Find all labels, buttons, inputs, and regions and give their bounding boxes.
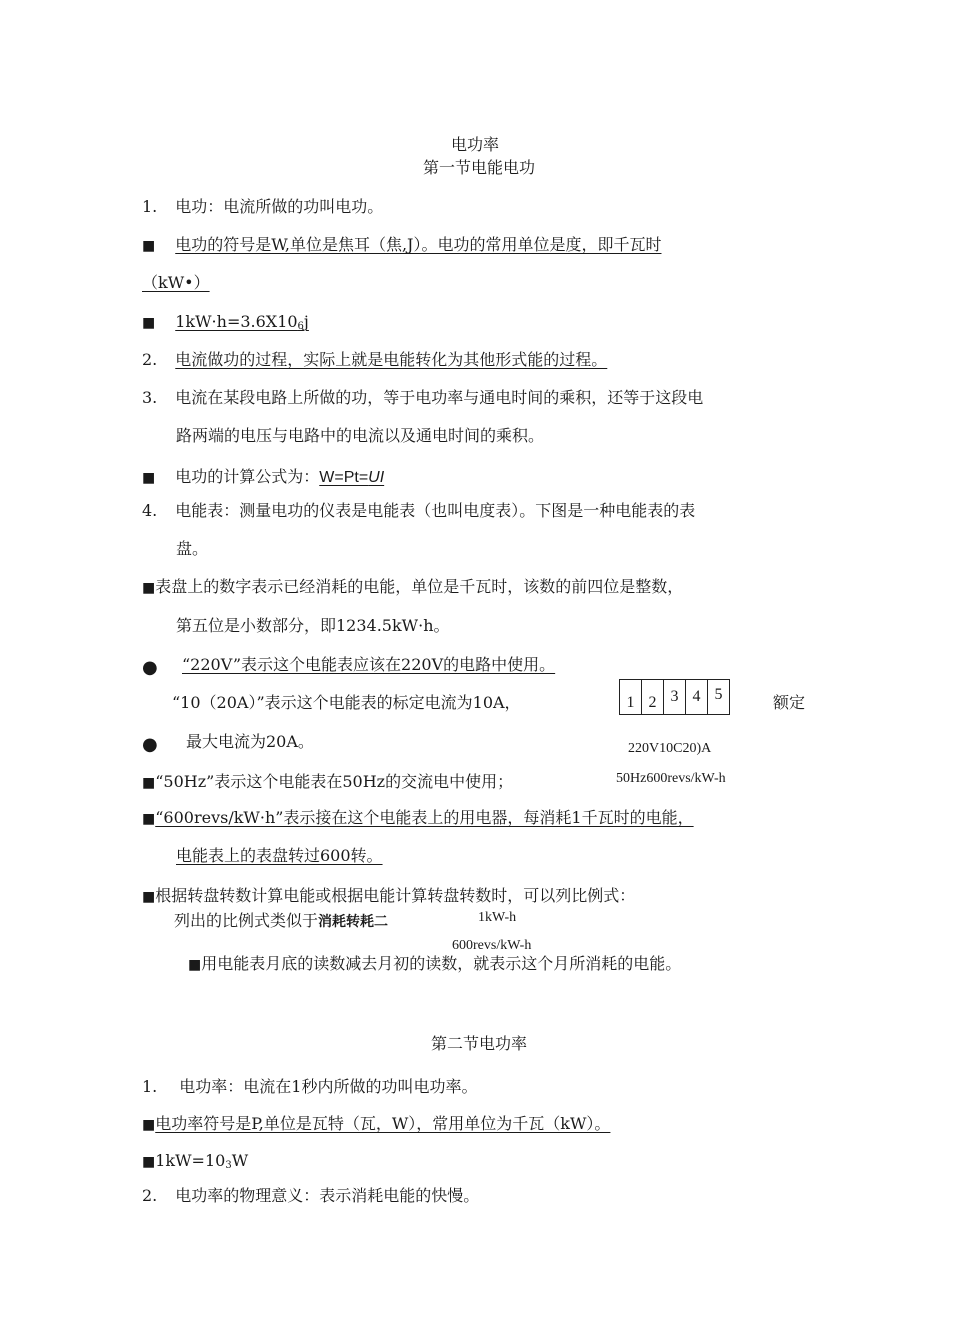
s1-bullet2 bbox=[142, 311, 309, 338]
bullet-square-icon: ■ bbox=[142, 1154, 156, 1170]
bullet-square-icon: ■ bbox=[142, 580, 156, 596]
ratio-denominator: 600revs/kW-h bbox=[452, 938, 532, 953]
meter-digit: 5 bbox=[714, 686, 723, 703]
meter-label-frequency-clip bbox=[616, 768, 726, 786]
s1-bullet6-text-a: “600revs/kW·h”表示接在这个电能表上的用电器，每消耗1千瓦时的电能， bbox=[155, 808, 694, 827]
formula-exponent: 6 bbox=[297, 321, 304, 332]
ratio-numerator: 1kW-h bbox=[478, 910, 517, 925]
s1-bullet7 bbox=[142, 885, 635, 908]
s1-item4 bbox=[142, 500, 695, 522]
bullet-square-icon: ■ bbox=[142, 889, 156, 905]
s1-bullet4-text-b: 第五位是小数部分，即1234.5kW·h。 bbox=[176, 616, 450, 635]
s2-bullet1-text: 电功率符号是P,单位是瓦特（瓦，W），常用单位为千瓦（kW）。 bbox=[155, 1114, 611, 1133]
s2-item1 bbox=[142, 1076, 477, 1098]
meter-label-frequency: 50Hz600revs/kW-h bbox=[616, 771, 726, 786]
bullet-square-icon: ■ bbox=[142, 1117, 156, 1133]
s1-item3 bbox=[142, 387, 703, 409]
section2-heading: 第二节电功率 bbox=[430, 1034, 527, 1053]
s2-item2-number: 2. bbox=[142, 1186, 158, 1205]
formula-unit: j bbox=[303, 312, 309, 331]
work-formula bbox=[319, 469, 384, 486]
s1-item4-text-a: 电能表：测量电功的仪表是电能表（也叫电度表）。下图是一种电能表的表 bbox=[175, 501, 696, 520]
page-title: 电功率 bbox=[450, 135, 499, 154]
work-formula-main: W=Pt= bbox=[319, 469, 369, 486]
meter-label-voltage: 220V10C20)A bbox=[628, 741, 712, 756]
s2-item1-number: 1. bbox=[142, 1077, 158, 1096]
meter-digit: 1 bbox=[620, 680, 642, 714]
bullet-dot-icon: ● bbox=[142, 657, 158, 678]
s2-item2-text: 电功率的物理意义：表示消耗电能的快慢。 bbox=[175, 1186, 480, 1205]
s1-bullet4 bbox=[142, 576, 683, 599]
ratio-lhs: 消耗转耗二 bbox=[318, 913, 389, 929]
s1-dot1-text: “220V”表示这个电能表应该在220V的电路中使用。 bbox=[182, 655, 556, 674]
s1-bullet2-formula bbox=[175, 312, 309, 331]
s1-item2 bbox=[142, 349, 607, 371]
s1-dot2-text: 最大电流为20A。 bbox=[186, 732, 314, 751]
bullet-square-icon: ■ bbox=[142, 775, 156, 791]
s2-bullet1 bbox=[142, 1113, 610, 1136]
s1-item2-number: 2. bbox=[142, 350, 158, 369]
s1-item3-text-a: 电流在某段电路上所做的功，等于电功率与通电时间的乘积，还等于这段电 bbox=[175, 388, 704, 407]
formula-base: 1kW·h=3.6X10 bbox=[175, 312, 298, 331]
s1-bullet6-text-b: 电能表上的表盘转过600转。 bbox=[176, 846, 383, 865]
s2-item2 bbox=[142, 1185, 479, 1207]
s1-bullet8 bbox=[188, 953, 681, 976]
s1-bullet3-text: 电功的计算公式为： bbox=[175, 467, 320, 486]
s1-bullet1 bbox=[142, 234, 661, 257]
section1-heading: 第一节电能电功 bbox=[422, 158, 535, 177]
s1-bullet5-text: “50Hz”表示这个电能表在50Hz的交流电中使用； bbox=[155, 772, 514, 791]
s1-item1 bbox=[142, 196, 383, 218]
s2-bullet2-exponent: 3 bbox=[225, 1160, 232, 1171]
meter-digit: 3 bbox=[664, 680, 686, 714]
s1-bullet1-text: 电功的符号是W,单位是焦耳（焦,J）。电功的常用单位是度，即千瓦时 bbox=[175, 235, 662, 254]
meter-digit: 2 bbox=[642, 680, 664, 714]
meter-digit: 4 bbox=[686, 680, 708, 714]
s1-bullet3 bbox=[142, 466, 384, 489]
s2-bullet2-unit: W bbox=[231, 1151, 249, 1170]
bullet-square-icon: ■ bbox=[142, 315, 156, 331]
meter-display bbox=[619, 679, 730, 715]
s1-bullet1-cont: （kW•） bbox=[142, 273, 210, 292]
s1-item4-text-b: 盘。 bbox=[176, 539, 209, 558]
s1-item4-number: 4. bbox=[142, 501, 158, 520]
bullet-square-icon: ■ bbox=[142, 470, 156, 486]
s1-item3-number: 3. bbox=[142, 388, 158, 407]
work-formula-ui: UI bbox=[368, 469, 385, 486]
s1-bullet8-text: 用电能表月底的读数减去月初的读数，就表示这个月所消耗的电能。 bbox=[201, 954, 682, 973]
s1-bullet6 bbox=[142, 807, 694, 830]
s1-bullet4-text-a: 表盘上的数字表示已经消耗的电能，单位是千瓦时，该数的前四位是整数， bbox=[155, 577, 684, 596]
bullet-square-icon: ■ bbox=[142, 238, 156, 254]
s1-rated-label: 额定 bbox=[773, 693, 806, 712]
s2-item1-text: 电功率：电流在1秒内所做的功叫电功率。 bbox=[179, 1077, 478, 1096]
s1-ratio-line bbox=[174, 910, 388, 932]
s1-item2-text: 电流做功的过程，实际上就是电能转化为其他形式能的过程。 bbox=[175, 350, 608, 369]
s1-bullet5 bbox=[142, 771, 513, 794]
s1-item3-text-b: 路两端的电压与电路中的电流以及通电时间的乘积。 bbox=[176, 426, 545, 445]
s1-rated-current-text: “10（20A）”表示这个电能表的标定电流为10A， bbox=[172, 693, 521, 712]
s1-bullet7-text: 根据转盘转数计算电能或根据电能计算转盘转数时，可以列比例式： bbox=[155, 886, 636, 905]
bullet-square-icon: ■ bbox=[142, 811, 156, 827]
bullet-dot-icon: ● bbox=[142, 734, 158, 755]
s2-bullet2 bbox=[142, 1150, 248, 1177]
s1-item1-number: 1. bbox=[142, 197, 158, 216]
bullet-square-icon: ■ bbox=[188, 957, 202, 973]
s2-bullet2-base: 1kW=10 bbox=[155, 1151, 226, 1170]
ratio-intro: 列出的比例式类似于 bbox=[174, 911, 319, 930]
s1-item1-text: 电功：电流所做的功叫电功。 bbox=[175, 197, 384, 216]
